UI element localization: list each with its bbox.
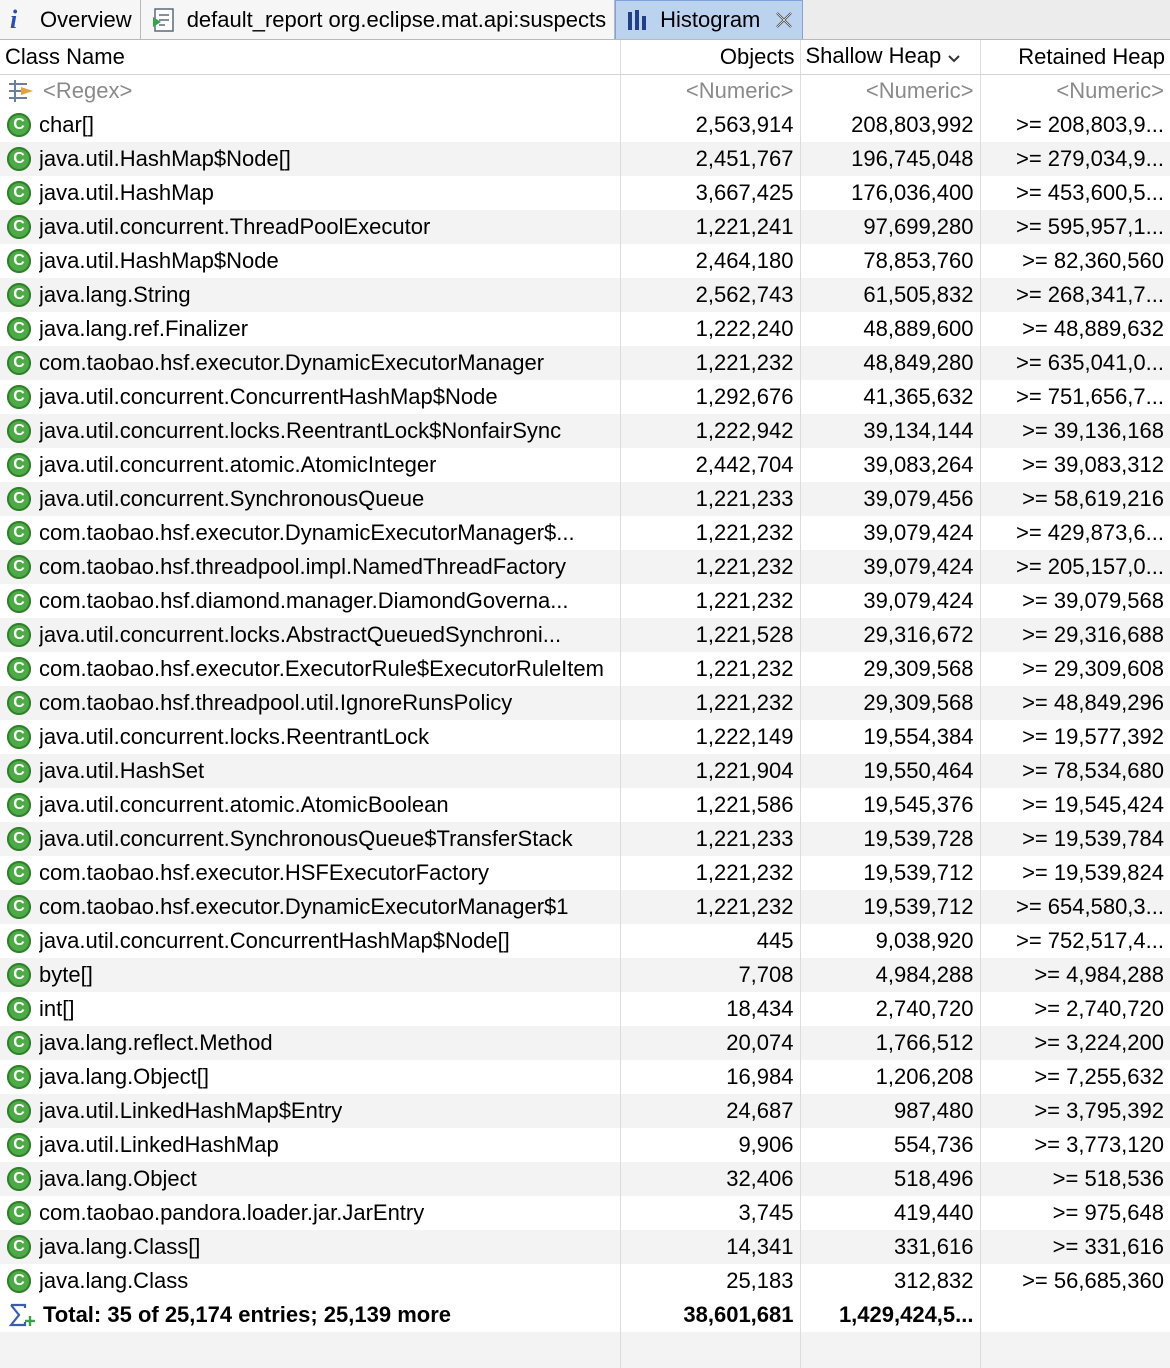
retained-heap-cell: >= 518,536 [980,1162,1170,1196]
retained-heap-cell: >= 19,577,392 [980,720,1170,754]
class-icon: C [7,181,31,205]
objects-cell: 1,221,232 [620,550,800,584]
shallow-heap-cell: 39,079,424 [800,584,980,618]
objects-cell: 14,341 [620,1230,800,1264]
tab-label: Overview [40,6,132,32]
retained-heap-cell: >= 208,803,9... [980,108,1170,142]
histogram-table [0,40,1170,1368]
class-name: com.taobao.hsf.threadpool.impl.NamedThreadFactory [39,554,567,579]
class-name: char[] [39,112,95,137]
table-row[interactable] [0,550,1170,584]
objects-cell: 2,451,767 [620,142,800,176]
class-name-cell [0,380,620,414]
retained-heap-cell: >= 48,849,296 [980,686,1170,720]
class-name: com.taobao.pandora.loader.jar.JarEntry [39,1200,425,1225]
shallow-heap-cell: 39,079,424 [800,516,980,550]
objects-cell: 9,906 [620,1128,800,1162]
class-name: java.util.concurrent.atomic.AtomicInteger [39,452,437,477]
class-name: java.util.HashMap$Node [39,248,279,273]
class-name-cell [0,856,620,890]
total-label-cell [0,1298,620,1332]
class-icon: C [7,1065,31,1089]
objects-cell: 3,667,425 [620,176,800,210]
objects-cell: 1,292,676 [620,380,800,414]
shallow-heap-cell: 987,480 [800,1094,980,1128]
empty-cell [620,1332,800,1368]
shallow-heap-cell: 48,889,600 [800,312,980,346]
class-name-cell [0,1128,620,1162]
shallow-heap-cell: 554,736 [800,1128,980,1162]
class-name: java.util.HashSet [39,758,205,783]
table-row[interactable] [0,720,1170,754]
shallow-heap-cell: 196,745,048 [800,142,980,176]
retained-heap-cell: >= 39,136,168 [980,414,1170,448]
retained-heap-cell: >= 58,619,216 [980,482,1170,516]
table-row[interactable] [0,958,1170,992]
retained-heap-cell: >= 39,079,568 [980,584,1170,618]
retained-heap-cell: >= 3,224,200 [980,1026,1170,1060]
retained-heap-cell: >= 752,517,4... [980,924,1170,958]
table-row[interactable] [0,890,1170,924]
shallow-heap-cell: 29,309,568 [800,652,980,686]
class-icon: C [7,691,31,715]
retained-heap-cell: >= 7,255,632 [980,1060,1170,1094]
objects-cell: 1,221,232 [620,856,800,890]
class-icon: C [7,861,31,885]
table-row[interactable] [0,1230,1170,1264]
shallow-heap-cell: 78,853,760 [800,244,980,278]
class-name-cell [0,312,620,346]
objects-cell: 1,222,149 [620,720,800,754]
class-icon: C [7,215,31,239]
class-name-cell [0,1060,620,1094]
table-row[interactable] [0,1094,1170,1128]
class-name-cell [0,550,620,584]
table-row[interactable] [0,1196,1170,1230]
class-icon: C [7,249,31,273]
class-name-cell [0,516,620,550]
class-name: java.util.concurrent.locks.ReentrantLock [39,724,430,749]
shallow-heap-cell: 39,079,456 [800,482,980,516]
class-name-cell [0,686,620,720]
objects-cell: 25,183 [620,1264,800,1298]
objects-cell: 3,745 [620,1196,800,1230]
retained-heap-cell: >= 82,360,560 [980,244,1170,278]
histogram-icon [626,8,650,32]
column-header-shallow-heap[interactable] [800,40,980,74]
regex-filter-icon [7,78,37,104]
shallow-heap-cell: 208,803,992 [800,108,980,142]
objects-cell: 1,221,232 [620,346,800,380]
table-row[interactable] [0,380,1170,414]
table-row[interactable] [0,516,1170,550]
class-icon: C [7,1133,31,1157]
class-icon: C [7,1031,31,1055]
total-row[interactable] [0,1298,1170,1332]
class-name-cell [0,1230,620,1264]
shallow-heap-cell: 19,554,384 [800,720,980,754]
retained-heap-cell: >= 78,534,680 [980,754,1170,788]
objects-cell: 1,221,232 [620,890,800,924]
class-name: java.util.concurrent.ConcurrentHashMap$Node [39,384,498,409]
retained-heap-cell: >= 751,656,7... [980,380,1170,414]
class-name: java.lang.String [39,282,191,307]
retained-heap-cell: >= 3,773,120 [980,1128,1170,1162]
class-name-cell [0,992,620,1026]
table-row[interactable] [0,788,1170,822]
class-name-cell [0,244,620,278]
class-name: com.taobao.hsf.executor.HSFExecutorFactory [39,860,489,885]
table-row[interactable] [0,618,1170,652]
class-name: java.lang.Class [39,1268,189,1293]
retained-heap-cell: >= 4,984,288 [980,958,1170,992]
objects-cell: 445 [620,924,800,958]
objects-cell: 2,442,704 [620,448,800,482]
objects-cell: 20,074 [620,1026,800,1060]
table-row[interactable] [0,346,1170,380]
class-name: java.util.concurrent.SynchronousQueue$TransferStack [39,826,573,851]
objects-cell: 1,221,232 [620,584,800,618]
shallow-heap-cell: 19,550,464 [800,754,980,788]
retained-heap-cell: >= 635,041,0... [980,346,1170,380]
column-header-retained-heap[interactable] [980,40,1170,74]
retained-heap-cell: >= 975,648 [980,1196,1170,1230]
class-name-cell [0,652,620,686]
class-icon: C [7,147,31,171]
table-row[interactable] [0,482,1170,516]
class-name: com.taobao.hsf.executor.ExecutorRule$ExecutorRuleItem [39,656,604,681]
table-row[interactable] [0,244,1170,278]
objects-cell: 1,221,904 [620,754,800,788]
class-name-cell [0,788,620,822]
objects-cell: 1,221,233 [620,822,800,856]
objects-cell: 1,221,528 [620,618,800,652]
table-row[interactable] [0,652,1170,686]
objects-filter-cell[interactable]: <Numeric> [620,74,800,108]
objects-cell: 18,434 [620,992,800,1026]
table-row[interactable] [0,108,1170,142]
shallow-heap-cell: 9,038,920 [800,924,980,958]
shallow-heap-cell: 19,539,712 [800,890,980,924]
retained-heap-cell: >= 3,795,392 [980,1094,1170,1128]
class-name-cell [0,210,620,244]
shallow-heap-cell: 4,984,288 [800,958,980,992]
empty-cell [0,1332,620,1368]
class-name: java.util.LinkedHashMap [39,1132,279,1157]
table-row[interactable] [0,1128,1170,1162]
sigma-plus-icon [7,1302,37,1328]
table-row[interactable] [0,1264,1170,1298]
retained-heap-cell: >= 56,685,360 [980,1264,1170,1298]
table-row[interactable] [0,856,1170,890]
class-icon: C [7,283,31,307]
tab-histogram[interactable] [615,0,803,39]
retained-heap-cell: >= 19,545,424 [980,788,1170,822]
shallow-heap-cell: 518,496 [800,1162,980,1196]
class-icon: C [7,895,31,919]
table-row[interactable] [0,1162,1170,1196]
column-header-label: Retained Heap [1018,43,1165,69]
class-icon: C [7,1235,31,1259]
class-icon: C [7,1269,31,1293]
class-icon: C [7,317,31,341]
class-name-cell [0,448,620,482]
class-name: java.lang.Object [39,1166,197,1191]
class-icon: C [7,555,31,579]
shallow-heap-cell: 331,616 [800,1230,980,1264]
retained-heap-cell: >= 595,957,1... [980,210,1170,244]
retained-heap-cell: >= 29,316,688 [980,618,1170,652]
chevron-down-icon [947,44,961,70]
class-name-cell [0,1094,620,1128]
table-row[interactable] [0,312,1170,346]
class-icon: C [7,1167,31,1191]
objects-cell: 16,984 [620,1060,800,1094]
retained-heap-cell: >= 29,309,608 [980,652,1170,686]
class-name: int[] [39,996,75,1021]
retained-heap-cell: >= 331,616 [980,1230,1170,1264]
class-icon: C [7,113,31,137]
class-name-cell [0,108,620,142]
class-name: java.lang.reflect.Method [39,1030,273,1055]
shallow-heap-cell: 61,505,832 [800,278,980,312]
class-name-cell [0,1162,620,1196]
shallow-heap-cell: 29,309,568 [800,686,980,720]
retained-heap-cell: >= 429,873,6... [980,516,1170,550]
class-name-cell [0,924,620,958]
class-icon: C [7,521,31,545]
shallow-filter-cell[interactable]: <Numeric> [800,74,980,108]
column-header-class-name[interactable] [0,40,620,74]
table-row[interactable] [0,754,1170,788]
table-row[interactable] [0,448,1170,482]
table-row[interactable] [0,176,1170,210]
class-name: java.util.concurrent.ConcurrentHashMap$Node[] [39,928,510,953]
shallow-heap-cell: 97,699,280 [800,210,980,244]
class-name: java.lang.Object[] [39,1064,209,1089]
retained-heap-cell: >= 279,034,9... [980,142,1170,176]
class-icon: C [7,1201,31,1225]
retained-heap-cell: >= 654,580,3... [980,890,1170,924]
class-name: java.util.HashMap$Node[] [39,146,291,171]
retained-heap-cell: >= 19,539,784 [980,822,1170,856]
tab-overview[interactable] [0,0,141,39]
objects-cell: 1,221,232 [620,686,800,720]
shallow-heap-cell: 29,316,672 [800,618,980,652]
retained-heap-cell: >= 48,889,632 [980,312,1170,346]
objects-cell: 2,563,914 [620,108,800,142]
table-row[interactable] [0,414,1170,448]
class-name: java.lang.Class[] [39,1234,201,1259]
column-header-objects[interactable] [620,40,800,74]
class-icon: C [7,487,31,511]
objects-cell: 2,464,180 [620,244,800,278]
table-row[interactable] [0,686,1170,720]
class-name-cell [0,278,620,312]
class-icon: C [7,827,31,851]
tab-label: Histogram [660,7,761,32]
shallow-heap-cell: 176,036,400 [800,176,980,210]
class-icon: C [7,963,31,987]
class-icon: C [7,351,31,375]
table-row[interactable] [0,1060,1170,1094]
table-row[interactable] [0,1026,1170,1060]
retained-heap-cell: >= 2,740,720 [980,992,1170,1026]
objects-cell: 1,222,240 [620,312,800,346]
class-name-cell [0,482,620,516]
class-icon: C [7,419,31,443]
table-row[interactable] [0,584,1170,618]
shallow-heap-cell: 1,766,512 [800,1026,980,1060]
shallow-heap-cell: 39,079,424 [800,550,980,584]
empty-row [0,1332,1170,1368]
shallow-heap-cell: 19,545,376 [800,788,980,822]
objects-cell: 2,562,743 [620,278,800,312]
class-name: java.util.concurrent.locks.ReentrantLock$NonfairSync [39,418,562,443]
shallow-heap-cell: 39,134,144 [800,414,980,448]
objects-cell: 24,687 [620,1094,800,1128]
class-name-cell [0,822,620,856]
class-name-cell [0,346,620,380]
filter-row [0,74,1170,108]
class-icon: C [7,1099,31,1123]
class-name: com.taobao.hsf.diamond.manager.DiamondGoverna... [39,588,569,613]
retained-heap-cell: >= 453,600,5... [980,176,1170,210]
shallow-heap-cell: 1,206,208 [800,1060,980,1094]
table-row[interactable] [0,924,1170,958]
class-name: java.util.LinkedHashMap$Entry [39,1098,343,1123]
shallow-heap-cell: 19,539,712 [800,856,980,890]
class-name-cell [0,958,620,992]
empty-cell [980,1332,1170,1368]
class-icon: C [7,793,31,817]
class-icon: C [7,657,31,681]
class-name-cell [0,176,620,210]
shallow-heap-cell: 48,849,280 [800,346,980,380]
tab-default-report[interactable] [141,0,615,39]
class-name-cell [0,1026,620,1060]
regex-filter-cell[interactable] [0,74,620,108]
class-name: com.taobao.hsf.threadpool.util.IgnoreRunsPolicy [39,690,513,715]
class-name-cell [0,1264,620,1298]
table-row[interactable] [0,210,1170,244]
class-icon: C [7,453,31,477]
total-objects: 38,601,681 [620,1298,800,1332]
class-name-cell [0,142,620,176]
total-retained-heap [980,1298,1170,1332]
table-row[interactable] [0,278,1170,312]
objects-cell: 7,708 [620,958,800,992]
class-name: java.util.concurrent.SynchronousQueue [39,486,425,511]
report-icon [151,7,177,33]
class-name: java.util.concurrent.ThreadPoolExecutor [39,214,431,239]
objects-cell: 1,221,232 [620,516,800,550]
table-row[interactable] [0,142,1170,176]
shallow-heap-cell: 39,083,264 [800,448,980,482]
retained-heap-cell: >= 268,341,7... [980,278,1170,312]
class-name: com.taobao.hsf.executor.DynamicExecutorManager$1 [39,894,569,919]
class-icon: C [7,759,31,783]
class-name: java.util.HashMap [39,180,214,205]
shallow-heap-cell: 312,832 [800,1264,980,1298]
close-icon[interactable] [774,10,794,30]
column-header-label: Class Name [5,43,125,69]
class-name-cell [0,1196,620,1230]
tab-label: default_report org.eclipse.mat.api:suspects [186,6,607,32]
header-row [0,40,1170,74]
class-icon: C [7,929,31,953]
class-icon: C [7,589,31,613]
class-name-cell [0,414,620,448]
shallow-heap-cell: 19,539,728 [800,822,980,856]
objects-cell: 1,221,233 [620,482,800,516]
class-icon: C [7,623,31,647]
class-name-cell [0,618,620,652]
class-name-cell [0,584,620,618]
column-header-label: Objects [719,43,795,69]
objects-cell: 1,221,232 [620,652,800,686]
shallow-heap-cell: 41,365,632 [800,380,980,414]
objects-cell: 1,221,586 [620,788,800,822]
class-name: java.util.concurrent.atomic.AtomicBoolean [39,792,449,817]
retained-heap-cell: >= 39,083,312 [980,448,1170,482]
total-shallow-heap: 1,429,424,5... [800,1298,980,1332]
class-name: com.taobao.hsf.executor.DynamicExecutorManager$... [39,520,575,545]
class-name: com.taobao.hsf.executor.DynamicExecutorManager [39,350,545,375]
shallow-heap-cell: 419,440 [800,1196,980,1230]
class-icon: C [7,997,31,1021]
objects-cell: 1,222,942 [620,414,800,448]
class-name-cell [0,890,620,924]
class-name-cell [0,720,620,754]
class-name: java.lang.ref.Finalizer [39,316,249,341]
column-header-label: Shallow Heap [805,43,942,69]
table-row[interactable] [0,992,1170,1026]
retained-filter-cell[interactable]: <Numeric> [980,74,1170,108]
empty-cell [800,1332,980,1368]
class-name-cell [0,754,620,788]
total-label: Total: 35 of 25,174 entries; 25,139 more [43,1302,451,1327]
info-icon: i [10,4,18,34]
class-icon: C [7,385,31,409]
objects-cell: 32,406 [620,1162,800,1196]
retained-heap-cell: >= 19,539,824 [980,856,1170,890]
objects-cell: 1,221,241 [620,210,800,244]
regex-filter-placeholder: <Regex> [43,78,133,104]
retained-heap-cell: >= 205,157,0... [980,550,1170,584]
class-name: byte[] [39,962,93,987]
class-icon: C [7,725,31,749]
shallow-heap-cell: 2,740,720 [800,992,980,1026]
class-name: java.util.concurrent.locks.AbstractQueuedSynchroni... [39,622,562,647]
editor-tab-bar [0,0,1170,40]
table-row[interactable] [0,822,1170,856]
